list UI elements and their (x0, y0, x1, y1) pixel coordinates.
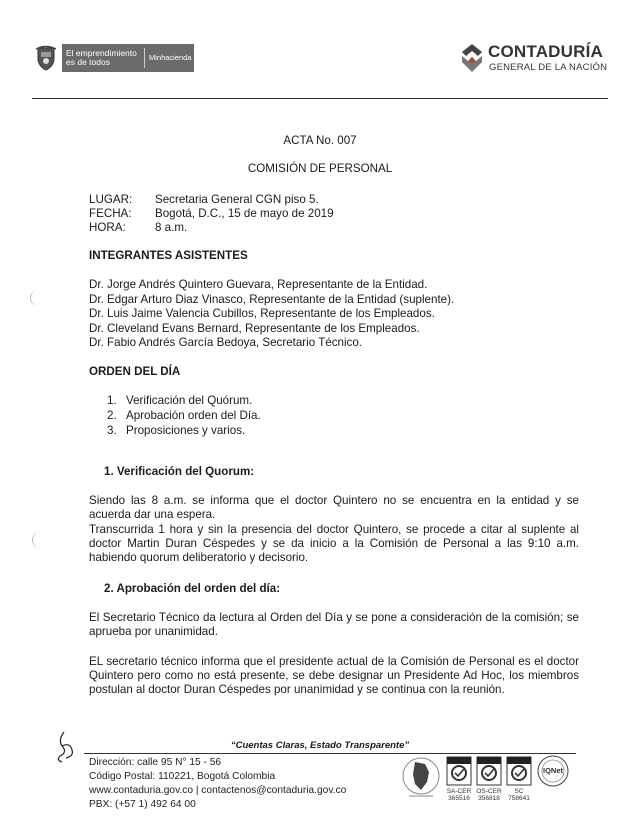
cgn-logo (458, 40, 608, 78)
section1-heading: 1. Verificación del Quorum: (104, 465, 255, 478)
section1-paragraph2: Transcurrida 1 hora y sin la presencia del doctor Quintero, se procede a citar al suplente al doctor Martin Duran Céspedes y se da inicio a la Comisión de Personal a las 9:10 a.m. habiendo quorum deliberatorio y decisorio. (89, 523, 579, 564)
header-rule (32, 98, 608, 99)
seal-caption: SA-CER (446, 788, 472, 795)
section2-heading: 2. Aprobación del orden del día: (104, 582, 281, 595)
gov-divider (144, 48, 145, 68)
footer-postal: Código Postal: 110221, Bogotá Colombia (89, 771, 276, 782)
certification-seal-icon (506, 756, 532, 786)
motto: “Cuentas Claras, Estado Transparente” (230, 740, 410, 751)
seal-caption: SC (514, 788, 524, 795)
orden-item-text: Proposiciones y varios. (126, 424, 246, 437)
orden-item-text: Aprobación orden del Día. (126, 409, 261, 422)
fecha-value: Bogotá, D.C., 15 de mayo de 2019 (155, 207, 334, 220)
footer-web-email: www.contaduria.gov.co | contactenos@contaduria.gov.co (89, 785, 347, 796)
certification-seal-icon (476, 756, 502, 786)
member-item: Dr. Edgar Arturo Diaz Vinasco, Representante de la Entidad (suplente). (89, 293, 455, 306)
seal-caption: 356818 (478, 795, 500, 802)
gov-slogan-line2: es de todos (66, 57, 110, 67)
fecha-label: FECHA: (89, 207, 132, 220)
lugar-label: LUGAR: (89, 193, 133, 206)
cgn-emblem-icon (458, 42, 486, 74)
footer-rule (84, 753, 576, 754)
binding-hole-mark (32, 532, 41, 548)
binding-hole-mark (30, 290, 39, 306)
section1-paragraph1: Siendo las 8 a.m. se informa que el doctor Quintero no se encuentra en la entidad y se acuerda dar una espera. (89, 494, 579, 521)
member-item: Dr. Cleveland Evans Bernard, Representante de los Empleados. (89, 322, 420, 335)
colombia-shield-icon (34, 45, 58, 71)
ministry-name: Minhacienda (149, 53, 192, 62)
orden-item-number: 1. (107, 394, 117, 407)
orden-item-number: 3. (107, 424, 117, 437)
hora-value: 8 a.m. (155, 221, 188, 234)
cgn-name: CONTADURÍA (488, 42, 604, 61)
lugar-value: Secretaria General CGN piso 5. (155, 193, 319, 206)
orden-heading: ORDEN DEL DÍA (89, 365, 181, 378)
gov-slogan-line1: El emprendimiento (66, 48, 137, 58)
iqnet-label: IQNet (542, 766, 563, 775)
hora-label: HORA: (89, 221, 126, 234)
colombia-map-seal-icon (401, 754, 441, 802)
orden-item-text: Verificación del Quórum. (126, 394, 253, 407)
integrantes-heading: INTEGRANTES ASISTENTES (89, 249, 248, 262)
signature-icon (54, 730, 78, 764)
seal-caption: 758641 (508, 795, 530, 802)
seal-caption: OS-CER (476, 788, 502, 795)
cgn-subtitle: GENERAL DE LA NACIÓN (489, 62, 608, 73)
footer-pbx: PBX: (+57 1) 492 64 00 (89, 799, 196, 810)
orden-item-number: 2. (107, 409, 117, 422)
gov-banner-box (62, 44, 194, 72)
acta-number: ACTA No. 007 (283, 134, 357, 147)
section2-paragraph2: EL secretario técnico informa que el presidente actual de la Comisión de Personal es el doctor Quintero pero como no está presente, se debe designar un Presidente Ad Hoc, los miembros postulan al doctor Duran Céspedes por unanimidad y se continua con la reunión. (89, 655, 579, 696)
acta-committee: COMISIÓN DE PERSONAL (247, 162, 393, 175)
footer-address: Dirección: calle 95 N° 15 - 56 (89, 757, 222, 768)
member-item: Dr. Fabio Andrés García Bedoya, Secretario Técnico. (89, 336, 363, 349)
section2-paragraph1: El Secretario Técnico da lectura al Orden del Día y se pone a consideración de la comisión; se aprueba por unanimidad. (89, 611, 579, 638)
seal-caption: 365516 (448, 795, 470, 802)
government-banner (34, 44, 194, 74)
member-item: Dr. Luis Jaime Valencia Cubillos, Representante de los Empleados. (89, 307, 435, 320)
certification-seal-icon (446, 756, 472, 786)
member-item: Dr. Jorge Andrés Quintero Guevara, Representante de la Entidad. (89, 278, 428, 291)
